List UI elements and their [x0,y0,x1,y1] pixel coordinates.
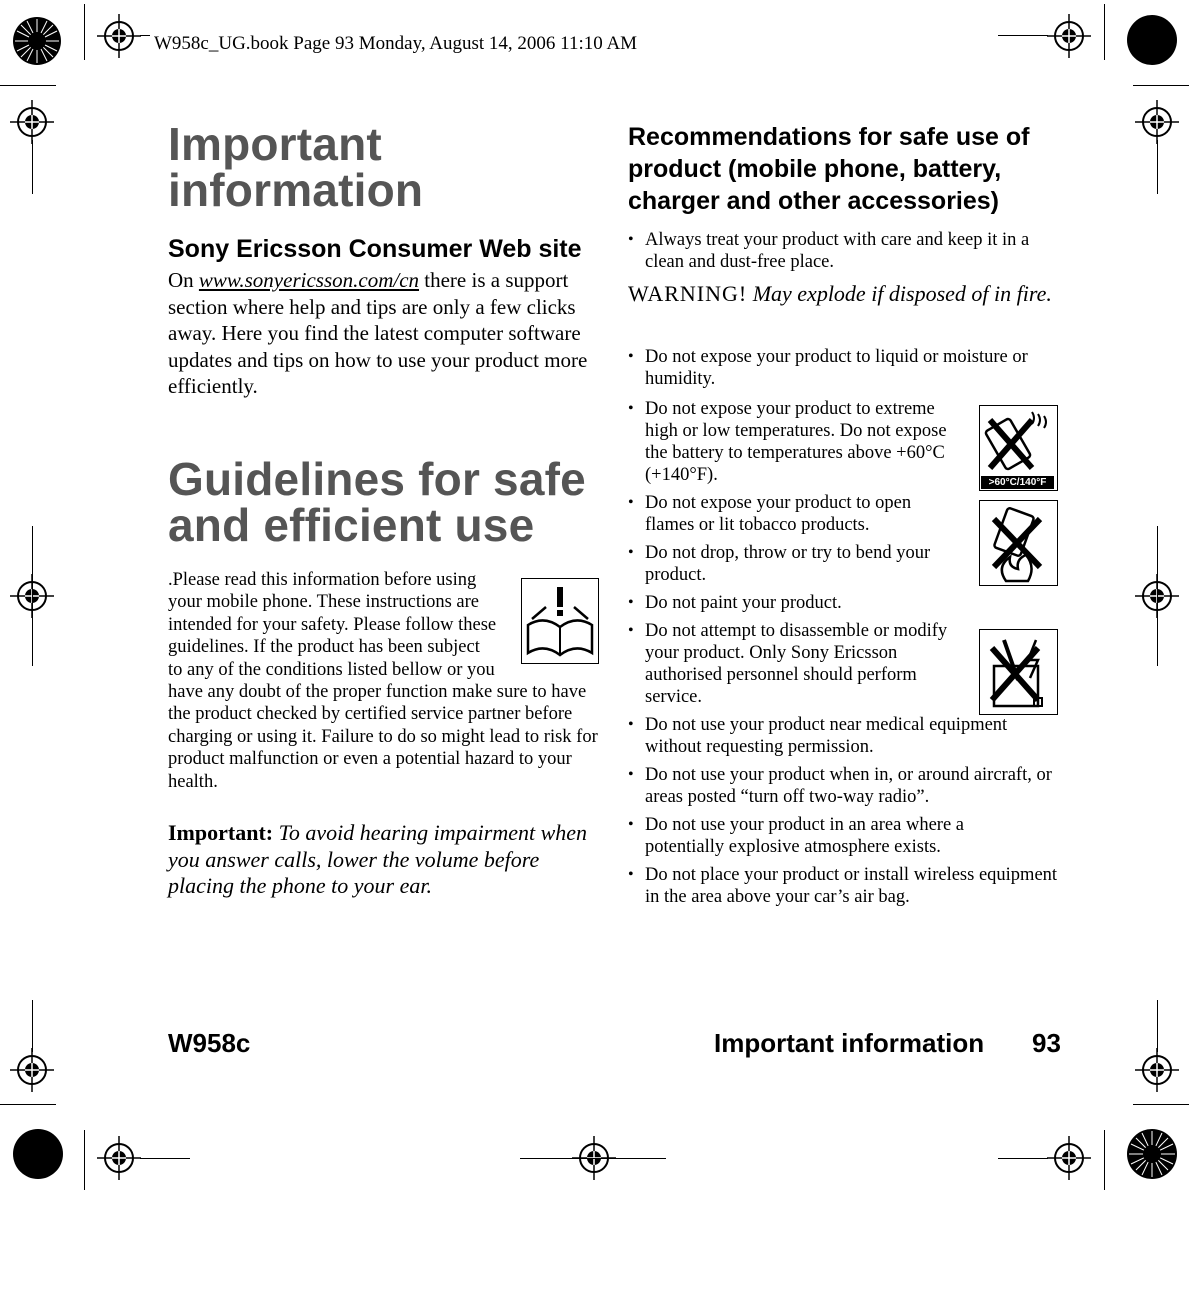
registration-dot-top-right [1126,14,1178,66]
crop-line [0,1104,56,1105]
bullet-item: • Do not drop, throw or try to bend your product. [628,542,965,586]
bullet-item: • Do not attempt to disassemble or modify your product. Only Sony Ericsson authorised personnel should perform service. [628,620,965,708]
crop-line [0,85,56,86]
bullet-item: • Do not use your product near medical equipment without requesting permission. [628,714,1060,758]
crosshair-mark-left-top [10,100,54,144]
important-note [168,820,588,900]
crop-line [1104,1130,1105,1190]
footer-page-number: 93 [1032,1028,1061,1058]
sonyericsson-link[interactable]: www.sonyericsson.com/cn [198,268,420,292]
bullet-item: • Do not expose your product to open flames or lit tobacco products. [628,492,965,536]
crop-line [1157,140,1158,194]
warning-bullets-list [628,346,1060,914]
important-label: Important: [168,820,274,845]
crop-line [1133,85,1189,86]
guidelines-paragraph: .Please read this information before using your mobile phone. These instructions are intended for your safety. Please follow these guidelines. If the product has been subject to any of the conditions listed bellow or you have any doubt of the proper function make sure to have the product checked by certified service partner before charging or using it. Failure to do so might lead to risk for product malfunction or even a potential hazard to your health. [168,570,598,792]
bullet-item: • Do not use your product in an area where a potentially explosive atmosphere exists. [628,814,1025,858]
bullet-item: • Do not place your product or install wireless equipment in the area above your car’s air bag. [628,864,1065,908]
registration-dot-bottom-left [12,1128,64,1180]
print-header-line: W958c_UG.book Page 93 Monday, August 14, 2006 11:10 AM [154,33,638,54]
crosshair-mark-bottom-right-inner [1047,1136,1091,1180]
bullet-item: • Do not expose your product to liquid or moisture or humidity. [628,346,1060,390]
crop-line [998,1158,1048,1159]
crop-line [32,526,33,666]
warning-label: WARNING! [628,281,748,306]
consumer-site-post: there is a support section where help and tips are only a few clicks away. Here you find the latest computer software updates and tips on how to use your product more efficiently. [168,268,588,398]
crop-line [32,140,33,194]
crosshair-mark-bottom-left-inner [97,1136,141,1180]
bullet-item: • Do not paint your product. [628,592,1060,614]
crosshair-mark-top-right-inner [1047,14,1091,58]
consumer-site-heading: Sony Ericsson Consumer Web site [168,235,582,263]
bullet-item: • Do not use your product when in, or around aircraft, or areas posted “turn off two-way radio”. [628,764,1065,808]
registration-sunburst-top-left [12,16,62,66]
recommendations-heading: Recommendations for safe use of product (mobile phone, battery, charger and other accessories) [628,123,1030,215]
consumer-site-paragraph [168,267,604,400]
guidelines-title: Guidelines for safe and efficient use [168,453,586,551]
crop-line [140,1158,190,1159]
temperature-icon-label: >60°C/140°F [981,476,1054,489]
crop-line [32,1000,33,1052]
footer-model: W958c [168,1028,251,1058]
crosshair-mark-left-bottom [10,1048,54,1092]
warning-text: May explode if disposed of in fire. [747,281,1052,306]
first-bullet-block [628,229,1060,279]
crop-line [1104,4,1105,60]
crop-line [140,35,150,36]
crop-line [84,1130,85,1190]
crop-line [84,4,85,60]
consumer-site-pre: On [168,268,199,292]
important-text: To avoid hearing impairment when you answer calls, lower the volume before placing the phone to your ear. [168,820,588,898]
warning-note [628,279,1058,308]
crosshair-mark-right-bottom [1135,1048,1179,1092]
crop-line [1133,1104,1189,1105]
crop-line [520,1158,666,1159]
crosshair-mark-top-left-inner [97,14,141,58]
registration-sunburst-bottom-right [1126,1128,1178,1180]
crop-line [998,35,1048,36]
bullet-item: • Do not expose your product to extreme high or low temperatures. Do not expose the battery to temperatures above +60°C (+140°F). [628,398,965,486]
crop-line [1157,1000,1158,1052]
page-title: Important information [168,118,424,216]
bullet-item: • Always treat your product with care and keep it in a clean and dust-free place. [628,229,1060,273]
crop-line [1157,526,1158,666]
footer-section: Important information [714,1028,985,1058]
crosshair-mark-right-top [1135,100,1179,144]
